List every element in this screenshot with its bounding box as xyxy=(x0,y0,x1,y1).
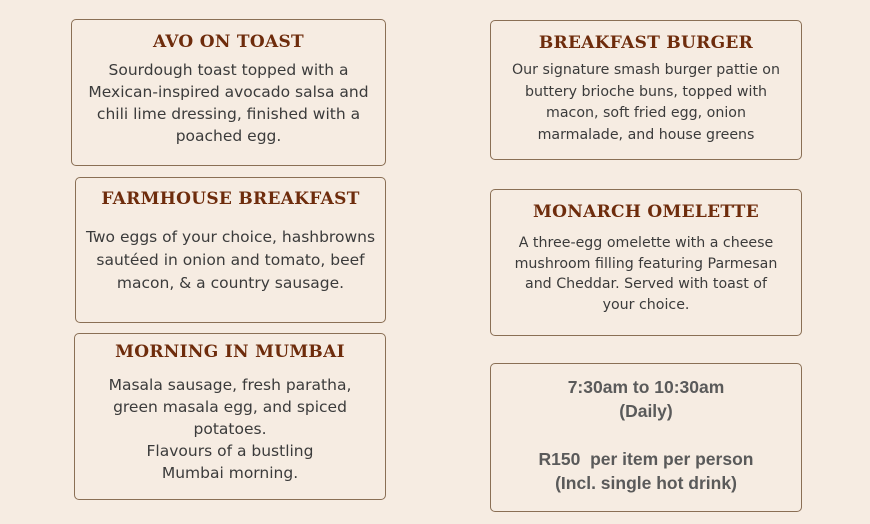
description-line: Flavours of a bustling xyxy=(146,442,314,460)
menu-item-avo-on-toast xyxy=(71,19,386,166)
hours-text: 7:30am to 10:30am xyxy=(567,377,725,397)
menu-item-morning-in-mumbai xyxy=(74,333,386,500)
menu-item-title: AVO ON TOAST xyxy=(152,32,304,52)
menu-item-title: BREAKFAST BURGER xyxy=(538,33,754,53)
menu-item-breakfast-burger xyxy=(490,20,802,160)
info-card xyxy=(490,363,802,512)
description-line: Masala sausage, fresh paratha, green masala egg, and spiced potatoes. xyxy=(108,376,352,438)
menu-item-title: MORNING IN MUMBAI xyxy=(115,342,345,362)
menu-item-monarch-omelette xyxy=(490,189,802,336)
price-text: R150 per item per person xyxy=(538,449,754,469)
menu-item-description: Our signature smash burger pattie on buttery brioche buns, topped with macon, soft fried egg, onion marmalade, and house greens xyxy=(512,62,780,143)
includes-text: (Incl. single hot drink) xyxy=(555,473,737,493)
menu-item-description: A three-egg omelette with a cheese mushroom filling featuring Parmesan and Cheddar. Served with toast of your choice. xyxy=(514,235,778,313)
menu-item-description: Two eggs of your choice, hashbrowns sautéed in onion and tomato, beef macon, & a country sausage. xyxy=(85,228,376,292)
menu-item-description: Sourdough toast topped with a Mexican-inspired avocado salsa and chili lime dressing, finished with a poached egg. xyxy=(88,61,369,145)
frequency-text: (Daily) xyxy=(619,401,673,421)
menu-item-title: FARMHOUSE BREAKFAST xyxy=(101,189,360,209)
description-line: Mumbai morning. xyxy=(161,464,299,482)
menu-item-title: MONARCH OMELETTE xyxy=(533,202,759,222)
menu-item-description xyxy=(85,374,375,484)
menu-item-farmhouse-breakfast xyxy=(75,177,386,323)
